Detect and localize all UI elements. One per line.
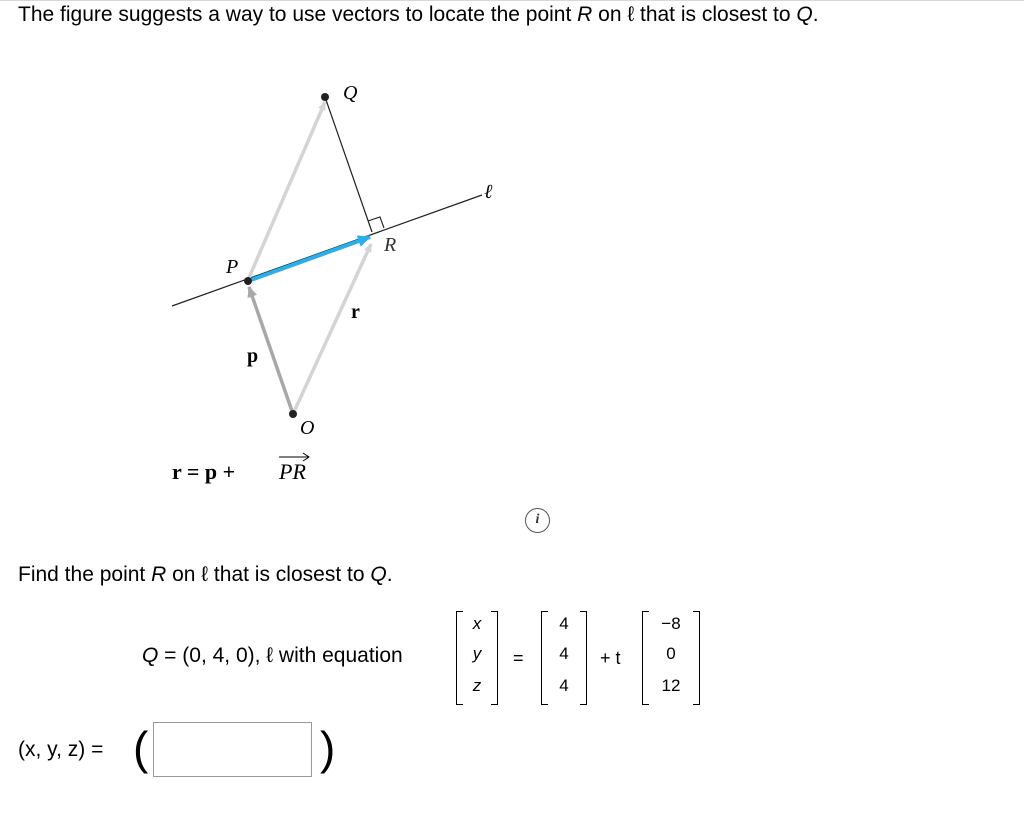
point-vector — [541, 611, 587, 705]
label-o: O — [300, 417, 315, 439]
top-divider — [0, 0, 1024, 1]
open-paren: ( — [133, 722, 149, 774]
info-icon[interactable]: i — [525, 508, 550, 533]
var-z: z — [472, 676, 482, 695]
intro-text: The figure suggests a way to use vectors to locate the point R on ℓ that is closest to Q. — [18, 3, 819, 26]
question-text: Find the point R on ℓ that is closest to Q. — [18, 563, 393, 586]
plus-t: + t — [600, 648, 621, 668]
dir-x: −8 — [661, 614, 681, 633]
var-x: x — [472, 614, 482, 633]
vector-r — [293, 244, 371, 414]
direction-vector — [642, 611, 700, 705]
figure-equation-vector: PR — [279, 459, 306, 484]
point-o — [289, 410, 297, 418]
vector-figure — [150, 60, 540, 500]
point-p — [244, 277, 252, 285]
given-text: Q = (0, 4, 0), ℓ with equation — [142, 644, 403, 667]
close-paren: ) — [320, 722, 336, 774]
vector-pr — [248, 237, 370, 281]
var-y: y — [472, 644, 482, 663]
vector-q-from-p — [248, 102, 325, 280]
answer-input[interactable] — [153, 722, 312, 777]
equals-sign: = — [513, 648, 524, 668]
figure-equation: r = p + — [172, 459, 241, 484]
label-q: Q — [343, 82, 358, 104]
variable-vector — [456, 611, 498, 705]
label-ell: ℓ — [484, 181, 493, 203]
point-x: 4 — [559, 614, 569, 633]
dir-z: 12 — [661, 676, 681, 695]
segment-qr — [325, 97, 372, 232]
point-z: 4 — [559, 676, 569, 695]
point-q — [321, 93, 329, 101]
point-y: 4 — [559, 644, 569, 663]
label-p-vector: p — [247, 345, 259, 367]
label-p-point: P — [226, 256, 239, 278]
label-r-point: R — [384, 234, 397, 256]
answer-label: (x, y, z) = — [18, 738, 104, 761]
label-r-vector: r — [351, 301, 360, 323]
dir-y: 0 — [666, 644, 676, 663]
